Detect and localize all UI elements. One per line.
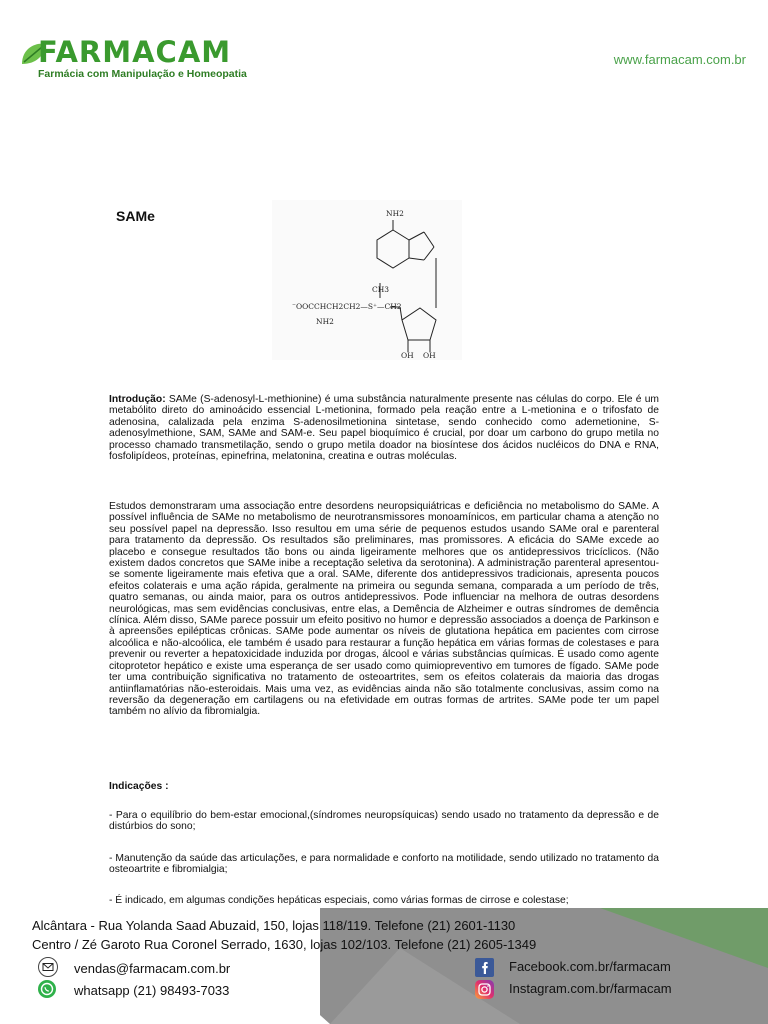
molecule-label-oh1: OH <box>401 351 414 360</box>
facebook-link[interactable]: Facebook.com.br/farmacam <box>509 959 671 974</box>
molecule-label-oh2: OH <box>423 351 436 360</box>
envelope-icon <box>38 957 58 977</box>
instagram-link[interactable]: Instagram.com.br/farmacam <box>509 981 672 996</box>
website-link[interactable]: www.farmacam.com.br <box>613 52 746 67</box>
molecule-label-ch3: CH3 <box>372 285 390 294</box>
page-title: SAMe <box>116 208 155 224</box>
logo-name: FARMACAM <box>38 35 232 69</box>
indication-item-3: - É indicado, em algumas condições hepáticas especiais, como várias formas de cirrose e colestase; <box>109 895 569 906</box>
facebook-icon <box>475 958 494 977</box>
address-alcantara: Alcântara - Rua Yolanda Saad Abuzaid, 150, lojas 118/119. Telefone (21) 2601-1130 <box>32 918 516 933</box>
intro-label: Introdução: <box>109 394 166 405</box>
studies-paragraph: Estudos demonstraram uma associação entre desordens neuropsiquiátricas e deficiência no metabolismo do SAMe. A possível influência de SAMe no metabolismo de neurotransmissores monoamínicos, em particular chama a atenção no seu possível papel na depressão. Isso resultou em uma série de pequenos estudos usando SAMe oral e parenteral para tratamento da depressão. Os resultados são preliminares, mas promissores. A eficácia do SAMe excede ao placebo e consegue resultados tão bons ou ainda ligeiramente melhores que os antidepressivos tricíclicos. (Não existem dados concretos que SAMe inibe a receptação seletiva da serotonina). A administração parenteral apresentou-se somente ligeiramente mais efetiva que a oral. SAMe, diferente dos antidepressivos tradicionais, apresenta poucos efeitos colaterais e uma ação rápida, geralmente na primeira ou segunda semana, comparada a um período de três, quatro semanas, ou ainda maior, para os outros antidepressivos. Pode influenciar na melhora de outras desordens neurológicas, mas sem evidências conclusivas, entre elas, a Demência de Alzheimer e outras síndromes de demência clínica. Além disso, SAMe parece possuir um efeito positivo no humor e depressão associados a doença de Parkinson e à apreensões epilépticas crônicas. SAMe pode aumentar os níveis de glutationa hepática em pacientes com cirrose alcoólica e não-alcoólica, ele também é usado para restaurar a função hepática em várias formas de colestases e para prevenir ou reverter a hepatoxicidade induzida por drogas, álcool e várias substâncias químicas. É usado como agente citoprotetor hepático e existe uma esperança de ser usado como quimiopreventivo em tumores de fígado. SAMe pode ter uma contribuição significativa no tratamento de osteoartrites, sem os efeitos colaterais da maioria das drogas antiinflamatórias não-esteroidais. Mais uma vez, as evidências ainda não são totalmente conclusivas, assim como na reversão da degeneração em cartilagens ou na efetividade em outras formas de artrites. SAMe pode ter um papel também no alívio da fibromialgia. <box>109 501 659 718</box>
logo-tagline: Farmácia com Manipulação e Homeopatia <box>38 68 247 80</box>
intro-paragraph <box>109 394 659 462</box>
whatsapp-number[interactable]: whatsapp (21) 98493-7033 <box>74 983 230 998</box>
molecule-label-nh2: NH2 <box>386 209 404 218</box>
whatsapp-icon <box>38 980 56 998</box>
same-molecule-diagram <box>272 200 462 360</box>
intro-text: SAMe (S-adenosyl-L-methionine) é uma substância naturalmente presente nas células do corpo. Ele é um metabólito direto do aminoácido essencial L-metionina, formado pela reação entre a L-metionina e o trifosfato de adenosina, calalizada pela enzima S-adenosilmetionina sintetase, sendo conhecido como ademetionine, S-adenosylmethione, SAM, SAMe and SAM-e. Seu papel bioquímico é crucial, por doar um carbono do grupo metila no processo chamado transmetilação, sendo o grupo metila doador na biosíntese dos ácidos nucléicos do DNA e RNA, fosfolipídeos, proteínas, epinefrina, melatonina, creatina e outras moléculas. <box>109 394 659 463</box>
molecule-label-nh2-bottom: NH2 <box>316 317 334 326</box>
email-link[interactable]: vendas@farmacam.com.br <box>74 961 231 976</box>
indications-heading: Indicações : <box>109 781 169 792</box>
farmacam-logo <box>22 36 262 84</box>
address-centro: Centro / Zé Garoto Rua Coronel Serrado, 1630, lojas 102/103. Telefone (21) 2605-1349 <box>32 937 537 952</box>
indication-item-2: - Manutenção da saúde das articulações, e para normalidade e conforto na motilidade, sendo utilizado no tratamento da osteoartrite e fibromialgia; <box>109 853 659 876</box>
instagram-icon <box>475 980 494 999</box>
indication-item-1: - Para o equilíbrio do bem-estar emocional,(síndromes neuropsíquicas) sendo usado no tratamento da depressão e de distúrbios do sono; <box>109 810 659 833</box>
molecule-label-chain: ⁻OOCCHCH2CH2—S⁺—CH2 <box>292 302 402 311</box>
